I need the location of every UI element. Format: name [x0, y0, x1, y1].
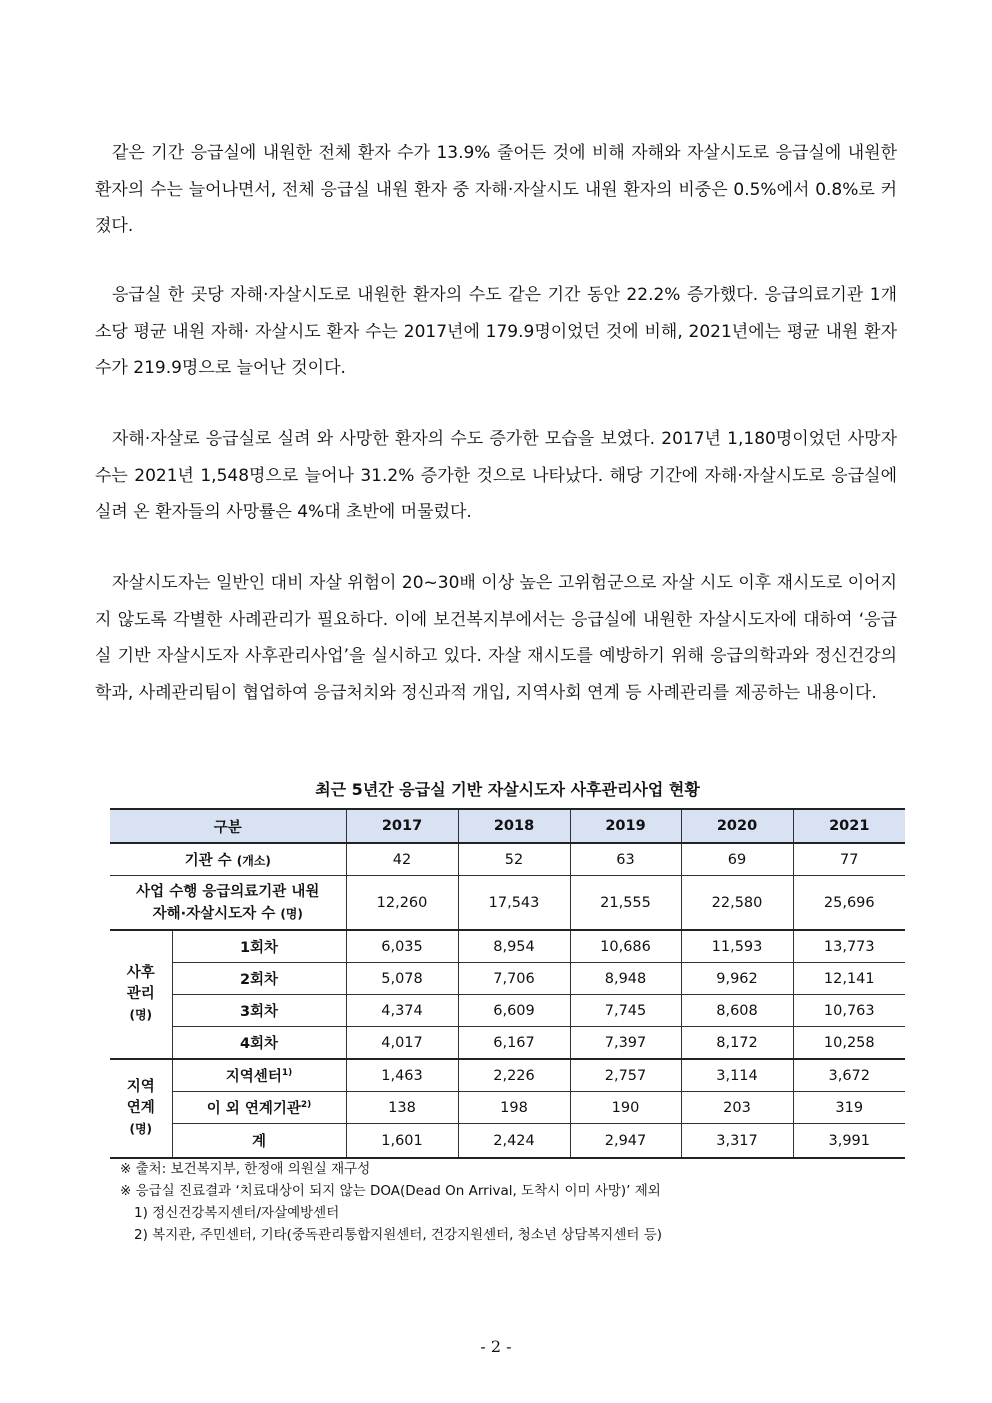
regional-row-label: [172, 1059, 346, 1092]
table-cell: 17,543: [458, 876, 570, 931]
patients-label-line2: 자해·자살시도자 수: [152, 905, 276, 922]
regional-side-line2: 연계: [126, 1100, 155, 1116]
patients-unit: (명): [280, 906, 303, 921]
table-row-regional-1: [110, 1059, 905, 1092]
table-cell: 3,991: [793, 1124, 905, 1159]
table-cell: 11,593: [681, 930, 793, 963]
aftercare-round-label: 2회차: [172, 963, 346, 995]
table-cell: 203: [681, 1092, 793, 1124]
table-row-patients: [110, 876, 905, 931]
footnote-1: 1) 정신건강복지센터/자살예방센터: [134, 1205, 340, 1221]
table-cell: 2,424: [458, 1124, 570, 1159]
table-cell: 42: [346, 843, 458, 876]
table-row-aftercare-4: [110, 1027, 905, 1060]
table-row-aftercare-2: [110, 963, 905, 995]
table-cell: 6,035: [346, 930, 458, 963]
footnote-marker: 2): [300, 1100, 312, 1111]
table-cell: 198: [458, 1092, 570, 1124]
aftercare-round-label: 1회차: [172, 930, 346, 963]
regional-row-label: 계: [172, 1124, 346, 1159]
regional-side-label: [110, 1059, 172, 1158]
footnote-2: 2) 복지관, 주민센터, 기타(중독관리통합지원센터, 건강지원센터, 청소년 상담복지센터 등): [134, 1227, 663, 1243]
table-cell: 6,167: [458, 1027, 570, 1060]
paragraph-1: [95, 135, 897, 245]
paragraph-2: [95, 277, 897, 387]
table-cell: 3,114: [681, 1059, 793, 1092]
paragraph-3-text: 자해·자살로 응급실로 실려 와 사망한 환자의 수도 증가한 모습을 보였다. 2017년 1,180명이었던 사망자 수는 2021년 1,548명으로 늘어나 31.2% 증가한 것으로 나타났다. 해당 기간에 자해·자살시도로 응급실에 실려 온 환자들의 사망률은 4%대 초반에 머물렀다.: [95, 429, 897, 522]
header-category: 구분: [110, 809, 346, 843]
header-year: 2021: [793, 809, 905, 843]
table-cell: 8,608: [681, 995, 793, 1027]
header-year: 2017: [346, 809, 458, 843]
table-cell: 9,962: [681, 963, 793, 995]
table-cell: 4,374: [346, 995, 458, 1027]
regional-side-line1: 지역: [126, 1079, 155, 1095]
patients-label: [110, 876, 346, 931]
table-cell: 77: [793, 843, 905, 876]
header-year: 2019: [570, 809, 681, 843]
table-cell: 2,226: [458, 1059, 570, 1092]
table-cell: 8,172: [681, 1027, 793, 1060]
table-cell: 25,696: [793, 876, 905, 931]
table-cell: 10,686: [570, 930, 681, 963]
paragraph-4: [95, 565, 897, 711]
table-cell: 2,947: [570, 1124, 681, 1159]
table-cell: 1,463: [346, 1059, 458, 1092]
footnote-marker: 1): [281, 1068, 293, 1079]
table-cell: 8,948: [570, 963, 681, 995]
patients-label-line1: 사업 수행 응급의료기관 내원: [136, 883, 320, 900]
institutions-label-text: 기관 수: [184, 853, 232, 869]
table-cell: 63: [570, 843, 681, 876]
table-cell: 22,580: [681, 876, 793, 931]
table-row-regional-total: [110, 1124, 905, 1159]
table-row-aftercare-1: [110, 930, 905, 963]
note-source: ※ 출처: 보건복지부, 한정애 의원실 재구성: [120, 1161, 371, 1177]
table-cell: 10,258: [793, 1027, 905, 1060]
aftercare-round-label: 3회차: [172, 995, 346, 1027]
regional-row-label-text: 이 외 연계기관: [206, 1101, 301, 1117]
header-year: 2018: [458, 809, 570, 843]
table-cell: 4,017: [346, 1027, 458, 1060]
aftercare-round-label: 4회차: [172, 1027, 346, 1060]
table-cell: 1,601: [346, 1124, 458, 1159]
table-cell: 7,397: [570, 1027, 681, 1060]
aftercare-side-line2: 관리: [126, 986, 155, 1002]
regional-row-label-text: 지역센터: [225, 1069, 282, 1085]
paragraph-1-text: 같은 기간 응급실에 내원한 전체 환자 수가 13.9% 줄어든 것에 비해 자해와 자살시도로 응급실에 내원한 환자의 수는 늘어나면서, 전체 응급실 내원 환자 중 자해·자살시도 내원 환자의 비중은 0.5%에서 0.8%로 커졌다.: [95, 143, 897, 236]
aftercare-stats-table: [110, 808, 905, 1159]
table-cell: 12,260: [346, 876, 458, 931]
table-row-aftercare-3: [110, 995, 905, 1027]
aftercare-side-line3: (명): [129, 1008, 153, 1022]
table-cell: 12,141: [793, 963, 905, 995]
table-header-row: [110, 809, 905, 843]
table-cell: 138: [346, 1092, 458, 1124]
table-cell: 2,757: [570, 1059, 681, 1092]
table-row-institutions: [110, 843, 905, 876]
table-cell: 8,954: [458, 930, 570, 963]
header-year: 2020: [681, 809, 793, 843]
institutions-unit: (개소): [236, 854, 271, 868]
table-cell: 52: [458, 843, 570, 876]
table-cell: 21,555: [570, 876, 681, 931]
table-cell: 190: [570, 1092, 681, 1124]
table-cell: 319: [793, 1092, 905, 1124]
table-cell: 69: [681, 843, 793, 876]
regional-side-line3: (명): [129, 1122, 153, 1136]
table-cell: 13,773: [793, 930, 905, 963]
table-cell: 3,672: [793, 1059, 905, 1092]
paragraph-4-text: 자살시도자는 일반인 대비 자살 위험이 20~30배 이상 높은 고위험군으로 자살 시도 이후 재시도로 이어지지 않도록 각별한 사례관리가 필요하다. 이에 보건복지부에서는 응급실에 내원한 자살시도자에 대하여 ‘응급실 기반 자살시도자 사후관리사업’을 실시하고 있다. 자살 재시도를 예방하기 위해 응급의학과와 정신건강의학과, 사례관리팀이 협업하여 응급처치와 정신과적 개입, 지역사회 연계 등 사례관리를 제공하는 내용이다.: [95, 573, 897, 703]
table-cell: 3,317: [681, 1124, 793, 1159]
table-title: 최근 5년간 응급실 기반 자살시도자 사후관리사업 현황: [315, 780, 700, 799]
paragraph-2-text: 응급실 한 곳당 자해·자살시도로 내원한 환자의 수도 같은 기간 동안 22.2% 증가했다. 응급의료기관 1개소당 평균 내원 자해· 자살시도 환자 수는 2017년에 179.9명이었던 것에 비해, 2021년에는 평균 내원 환자 수가 219.9명으로 늘어난 것이다.: [95, 285, 897, 378]
aftercare-side-line1: 사후: [126, 965, 155, 981]
page-number: - 2 -: [480, 1337, 512, 1356]
table-cell: 7,706: [458, 963, 570, 995]
paragraph-3: [95, 421, 897, 531]
institutions-label: [110, 843, 346, 876]
regional-row-label: [172, 1092, 346, 1124]
aftercare-side-label: [110, 930, 172, 1059]
note-exclusion: ※ 응급실 진료결과 ‘치료대상이 되지 않는 DOA(Dead On Arrival, 도착시 이미 사망)’ 제외: [120, 1183, 661, 1199]
table-cell: 7,745: [570, 995, 681, 1027]
table-cell: 5,078: [346, 963, 458, 995]
table-notes: [120, 1158, 662, 1246]
table-cell: 10,763: [793, 995, 905, 1027]
table-cell: 6,609: [458, 995, 570, 1027]
table-row-regional-2: [110, 1092, 905, 1124]
